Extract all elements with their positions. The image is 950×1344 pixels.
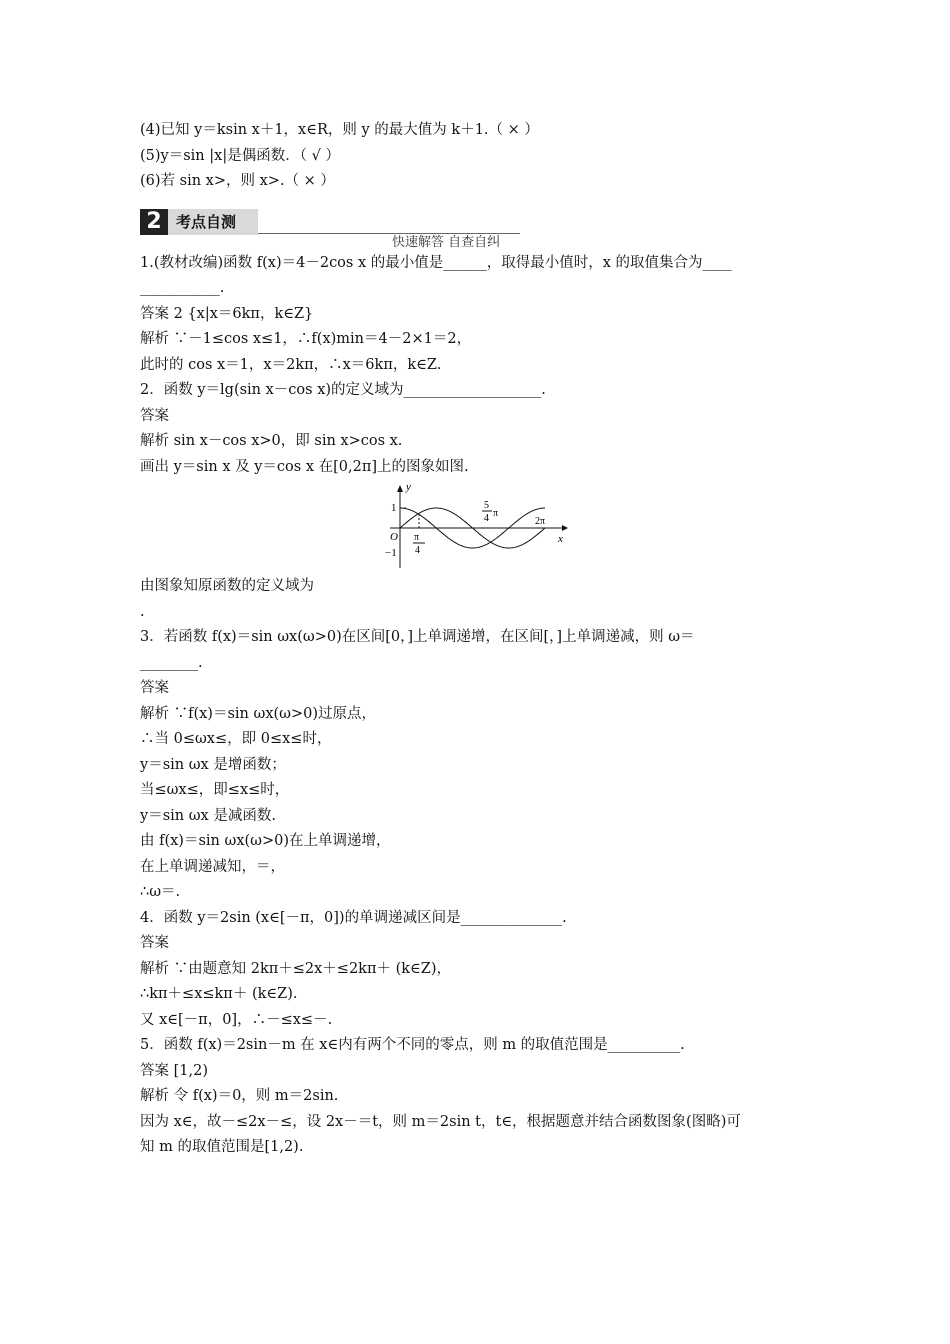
text-line: 答案 [140, 407, 169, 424]
sin-cos-graph [370, 484, 570, 570]
pi54-pi: π [493, 508, 499, 519]
text-line: 在上单调递减知，＝， [140, 858, 285, 875]
text-line: y＝sin ωx 是减函数. [140, 807, 276, 824]
text-line: (5)y＝sin |x|是偶函数．（ √ ） [140, 147, 340, 164]
text-line: 又 x∈[－π，0]，∴－≤x≤－. [140, 1011, 333, 1028]
text-line: 当≤ωx≤，即≤x≤时， [140, 782, 290, 798]
text-line: . [140, 603, 145, 620]
section-subtitle: 快速解答 自查自纠 [392, 234, 501, 250]
text-line: ∴ω＝. [140, 884, 181, 900]
text-line: 画出 y＝sin x 及 y＝cos x 在[0,2π]上的图象如图. [140, 458, 469, 475]
text-line: 解析 sin x－cos x>0，即 sin x>cos x. [140, 433, 403, 449]
text-line: ________. [140, 654, 203, 671]
section-title: 考点自测 [168, 209, 258, 235]
text-line: 答案 [140, 680, 169, 696]
two-pi-label: 2π [535, 516, 546, 527]
section-header [140, 205, 820, 250]
document-page [140, 118, 820, 1161]
y-neg-one-label: −1 [385, 547, 397, 559]
pi4-numerator: π [414, 532, 420, 543]
text-line: 答案 [140, 935, 169, 951]
text-line: ∴kπ＋≤x≤kπ＋ (k∈Z). [140, 986, 298, 1002]
text-line: 由图象知原函数的定义域为 [140, 578, 314, 594]
pi4-denominator: 4 [415, 545, 420, 556]
x-axis-label: x [558, 533, 563, 545]
y-one-label: 1 [391, 502, 397, 514]
text-line: 由 f(x)＝sin ωx(ω>0)在上单调递增， [140, 833, 391, 849]
text-line: 此时的 cos x＝1，x＝2kπ，∴x＝6kπ，k∈Z. [140, 356, 442, 373]
text-line: 答案 [1,2) [140, 1062, 208, 1079]
pi54-numerator: 5 [484, 500, 489, 511]
text-line: 因为 x∈，故－≤2x－≤，设 2x－＝t，则 m＝2sin t，t∈，根据题意并结合函数图象(图略)可 [140, 1113, 741, 1130]
text-line: 4．函数 y＝2sin (x∈[－π，0])的单调递减区间是______________. [140, 909, 567, 926]
x-arrow [562, 525, 568, 531]
sin-cos-figure [140, 484, 820, 570]
text-line: 2．函数 y＝lg(sin x－cos x)的定义域为___________________. [140, 382, 546, 398]
y-axis-label: y [406, 484, 411, 493]
text-line: (6)若 sin x>，则 x>.（ × ） [140, 173, 335, 189]
text-line: 5．函数 f(x)＝2sin－m 在 x∈内有两个不同的零点，则 m 的取值范围是__________. [140, 1037, 685, 1053]
origin-label: O [390, 531, 398, 543]
text-line: 1.(教材改编)函数 f(x)＝4－2cos x 的最小值是______，取得最小值时，x 的取值集合为____ [140, 254, 732, 271]
text-line: 解析 ∵－1≤cos x≤1，∴f(x)min＝4－2×1＝2， [140, 331, 472, 347]
text-line: 解析 ∵f(x)＝sin ωx(ω>0)过原点， [140, 705, 377, 722]
pi54-denominator: 4 [484, 513, 489, 524]
text-line: 知 m 的取值范围是[1,2). [140, 1139, 304, 1155]
text-line: ___________. [140, 280, 225, 296]
section-number: 2 [140, 209, 168, 235]
text-line: 解析 ∵由题意知 2kπ＋≤2x＋≤2kπ＋ (k∈Z)， [140, 960, 452, 977]
text-line: y＝sin ωx 是增函数； [140, 756, 286, 773]
text-line: ∴当 0≤ωx≤，即 0≤x≤时， [140, 731, 332, 747]
text-line: 解析 令 f(x)＝0，则 m＝2sin. [140, 1088, 339, 1104]
y-arrow [397, 485, 403, 492]
text-line: (4)已知 y＝ksin x＋1，x∈R，则 y 的最大值为 k＋1.（ × ） [140, 122, 539, 138]
text-line: 3．若函数 f(x)＝sin ωx(ω>0)在区间[0，]上单调递增，在区间[，]上单调递减，则 ω＝ [140, 629, 695, 645]
text-line: 答案 2 {x|x＝6kπ，k∈Z} [140, 305, 314, 322]
